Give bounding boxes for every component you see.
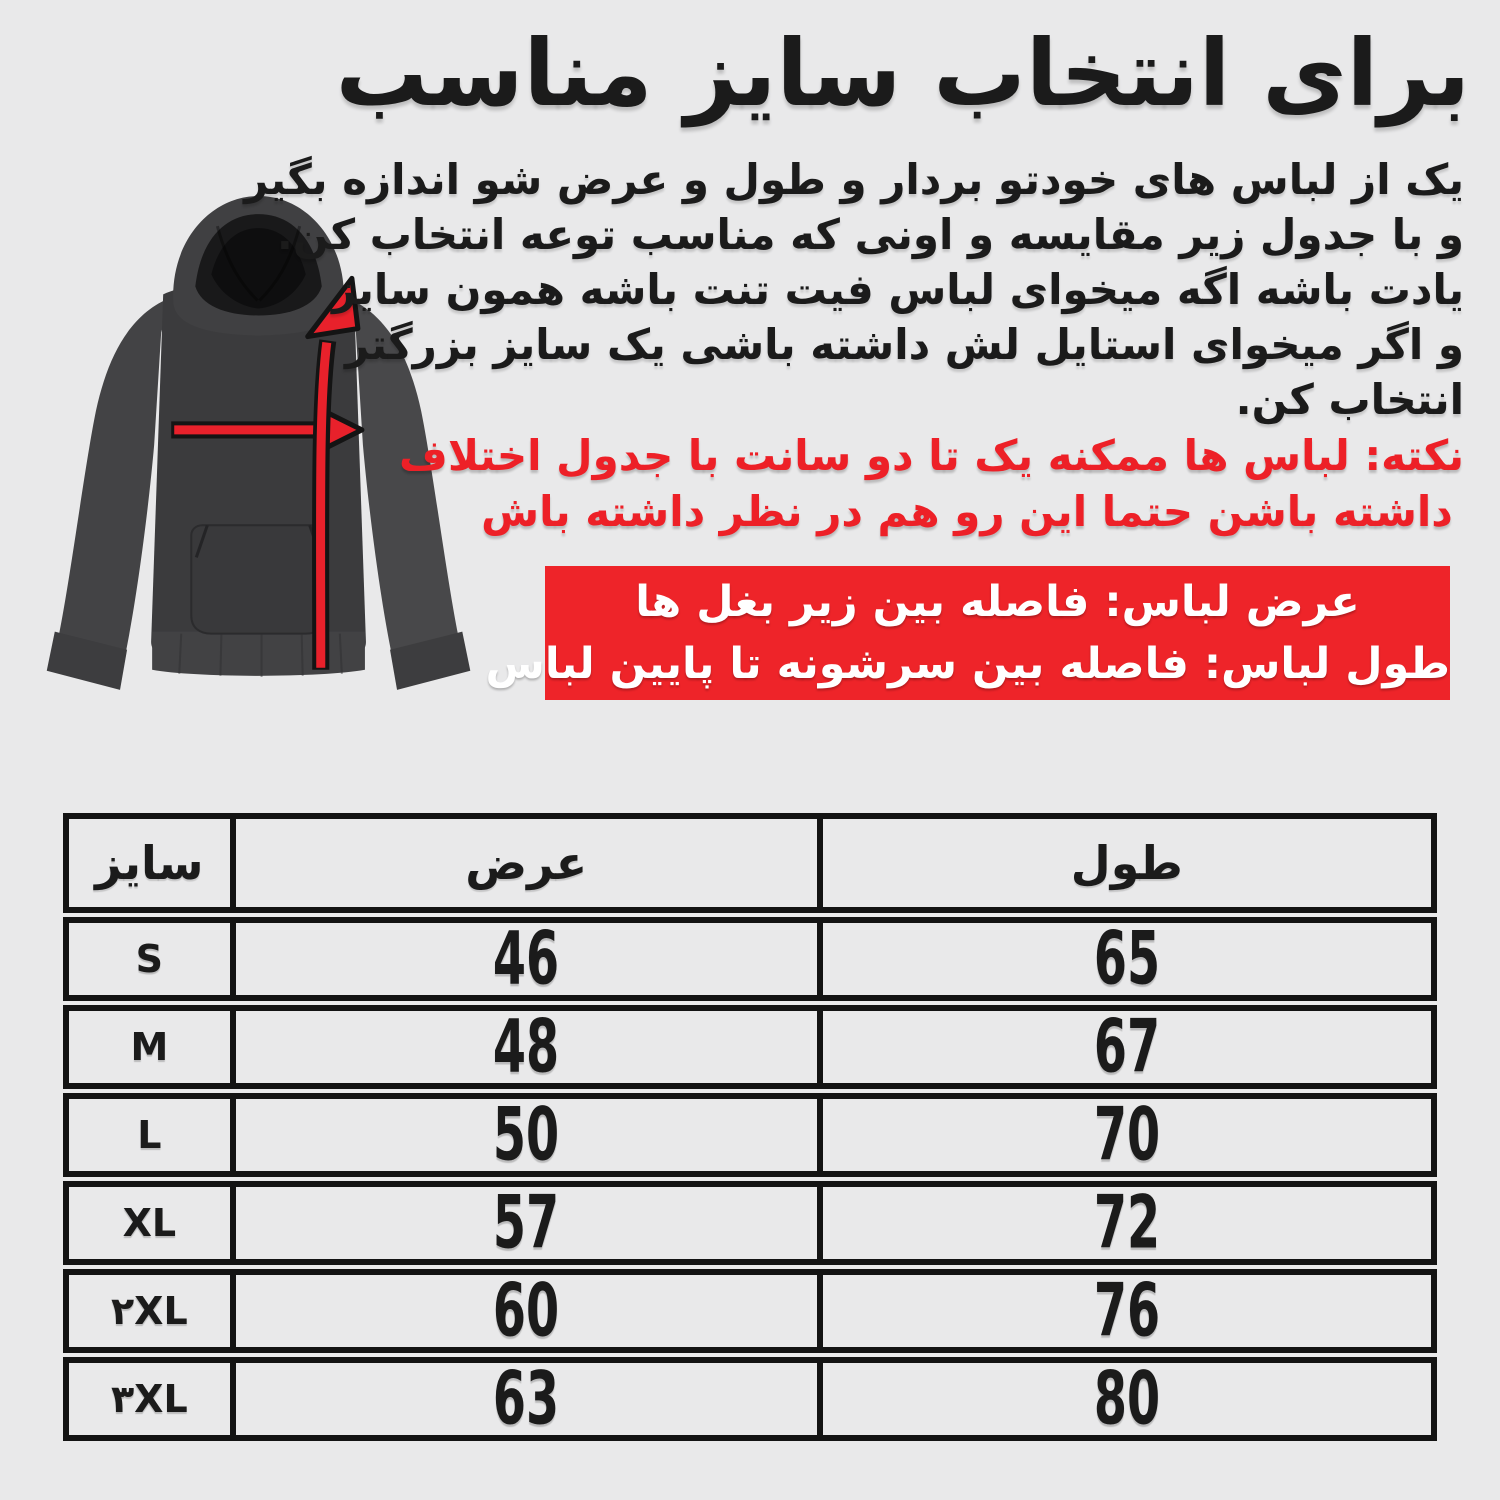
- cell-size: [69, 1275, 230, 1347]
- intro-line: انتخاب کن.: [1235, 375, 1464, 424]
- width-value: 63: [493, 1356, 560, 1442]
- intro-line: یک از لباس های خودتو بردار و طول و عرض شو اندازه بگیر: [244, 155, 1464, 204]
- header-cell-size: [69, 819, 230, 907]
- size-value: M: [130, 1025, 169, 1069]
- header-label-width: عرض: [465, 836, 588, 890]
- cell-width: [230, 1092, 817, 1178]
- cell-width: [230, 1356, 817, 1442]
- cell-width: [230, 1004, 817, 1090]
- header-cell-width: [230, 819, 817, 907]
- length-value: 70: [1093, 1092, 1160, 1178]
- intro-line: و با جدول زیر مقایسه و اونی که مناسب توعه انتخاب کن.: [276, 210, 1464, 259]
- width-value: 46: [493, 916, 560, 1002]
- intro-line: و اگر میخوای استایل لش داشته باشی یک سایز بزرگتر: [344, 320, 1464, 369]
- header-cell-length: [817, 819, 1431, 907]
- cell-length: [817, 1268, 1431, 1354]
- length-value: 67: [1093, 1004, 1160, 1090]
- width-value: 48: [493, 1004, 560, 1090]
- size-value: ۳XL: [110, 1377, 188, 1421]
- table-row-xl: [63, 1181, 1437, 1265]
- cell-width: [230, 1180, 817, 1266]
- page-title: برای انتخاب سایز مناسب: [335, 20, 1470, 127]
- size-table: [63, 813, 1437, 1445]
- size-value: S: [135, 937, 164, 981]
- size-value: ۲XL: [110, 1289, 188, 1333]
- cell-length: [817, 1004, 1431, 1090]
- length-value: 65: [1093, 916, 1160, 1002]
- cell-size: [69, 1187, 230, 1259]
- cell-size: [69, 1011, 230, 1083]
- cell-length: [817, 1356, 1431, 1442]
- intro-line: یادت باشه اگه میخوای لباس فیت تنت باشه همون سایز: [331, 265, 1464, 314]
- length-value: 80: [1093, 1356, 1160, 1442]
- banner-line-width-definition: عرض لباس: فاصله بین زیر بغل ها: [635, 577, 1360, 627]
- hoodie-hem: [152, 632, 365, 676]
- cell-width: [230, 916, 817, 1002]
- length-value: 76: [1093, 1268, 1160, 1354]
- width-value: 57: [493, 1180, 560, 1266]
- table-row-l: [63, 1093, 1437, 1177]
- table-row-2xl: [63, 1269, 1437, 1353]
- table-row-3xl: [63, 1357, 1437, 1441]
- table-row-s: [63, 917, 1437, 1001]
- cell-width: [230, 1268, 817, 1354]
- intro-text: [244, 152, 1464, 427]
- cell-size: [69, 1099, 230, 1171]
- cell-size: [69, 1363, 230, 1435]
- size-value: XL: [122, 1201, 177, 1245]
- width-value: 60: [493, 1268, 560, 1354]
- note-line: نکته: لباس ها ممکنه یک تا دو سانت با جدول اختلاف: [399, 431, 1464, 480]
- width-value: 50: [493, 1092, 560, 1178]
- hoodie-pocket: [191, 525, 325, 633]
- length-value: 72: [1093, 1180, 1160, 1266]
- table-row-m: [63, 1005, 1437, 1089]
- header-label-size: سایز: [95, 836, 204, 890]
- cell-size: [69, 923, 230, 995]
- cell-length: [817, 916, 1431, 1002]
- note-line: داشته باشن حتما این رو هم در نظر داشته باش: [481, 487, 1453, 536]
- size-table-header-row: [63, 813, 1437, 913]
- note-text: [399, 428, 1464, 540]
- size-value: L: [137, 1113, 162, 1157]
- cell-length: [817, 1092, 1431, 1178]
- header-label-length: طول: [1070, 836, 1183, 890]
- banner-line-length-definition: طول لباس: فاصله بین سرشونه تا پایین لباس: [485, 639, 1450, 689]
- definition-banner: [485, 566, 1450, 700]
- cell-length: [817, 1180, 1431, 1266]
